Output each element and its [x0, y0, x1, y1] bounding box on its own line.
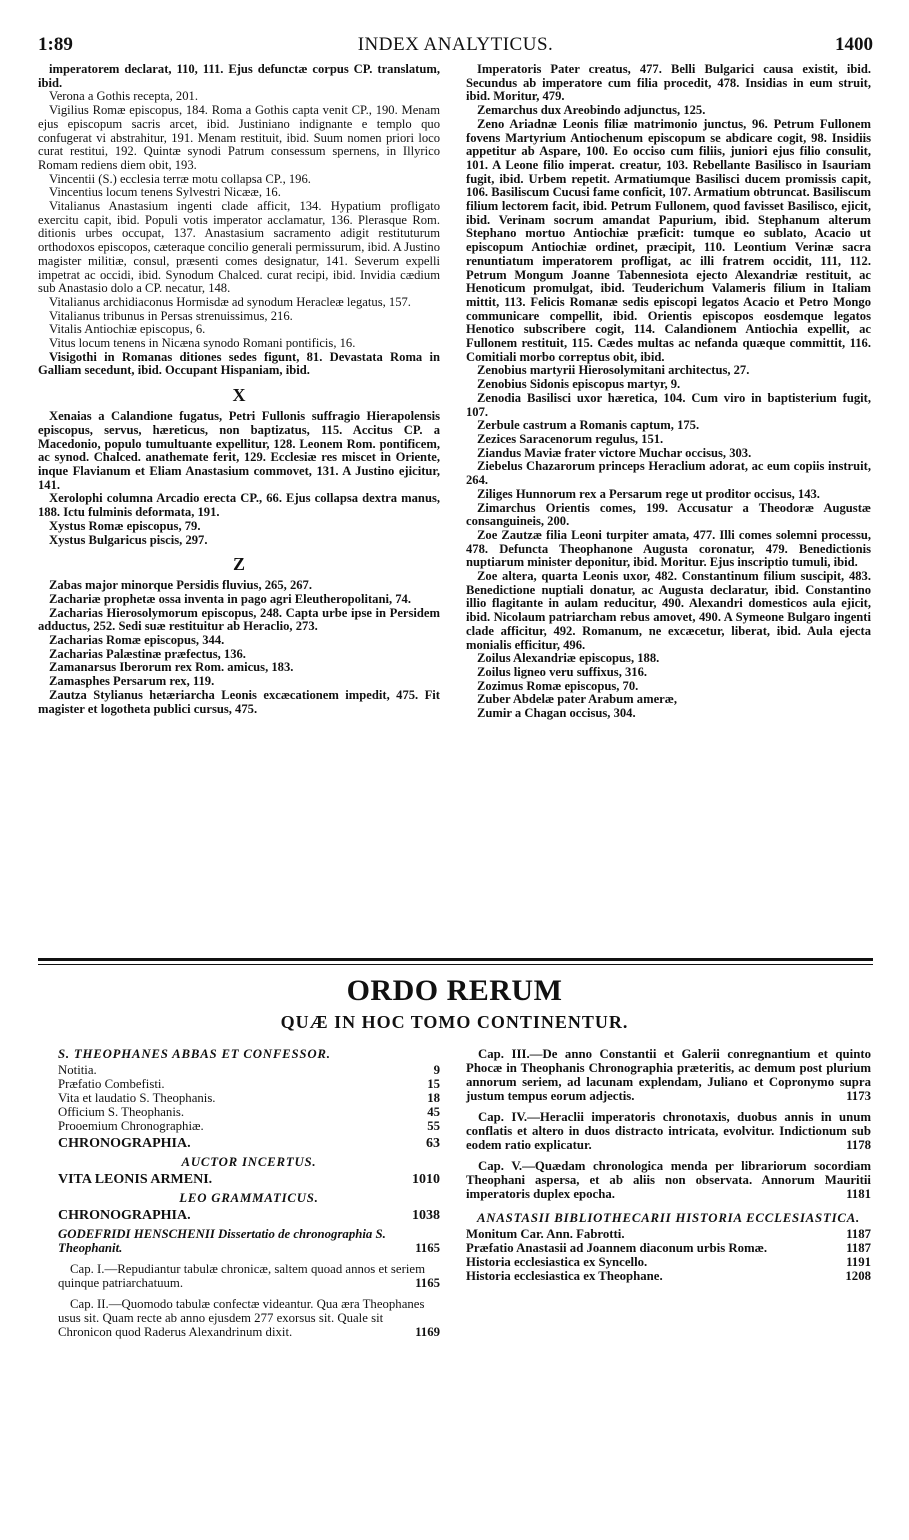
contents-page: 1038 [412, 1208, 440, 1223]
index-entry: Imperatoris Pater creatus, 477. Belli Bulgarici causa existit, ibid. Secundus ab imperatore cum filia procedit, 478. Insidias in eum struit, ibid. Moritur, 479. [466, 62, 871, 104]
index-entry: Zezices Saracenorum regulus, 151. [477, 431, 664, 446]
contents-row[interactable] [466, 1255, 871, 1269]
section-divider-thick [38, 958, 873, 961]
index-entry: Zamasphes Persarum rex, 119. [49, 674, 215, 689]
contents-row[interactable] [466, 1269, 871, 1283]
index-entry: Zenobius Sidonis episcopus martyr, 9. [477, 377, 681, 392]
contents-page: 1173 [846, 1089, 871, 1103]
contents-row-cap5[interactable] [466, 1159, 871, 1201]
index-entry: Ziebelus Chazarorum princeps Heraclium adorat, ac eum copiis instruit, 264. [466, 459, 871, 488]
contents-label: Vita et laudatio S. Theophanis. [58, 1091, 216, 1105]
index-left-column [38, 63, 440, 716]
index-entry: Zacharias Romæ episcopus, 344. [49, 633, 225, 648]
contents-page: 55 [427, 1119, 440, 1133]
contents-row[interactable] [58, 1077, 440, 1091]
index-z-entries [38, 579, 440, 716]
contents-label: Notitia. [58, 1063, 97, 1077]
contents-page: 1010 [412, 1172, 440, 1187]
index-entry: Zerbule castrum a Romanis captum, 175. [477, 418, 700, 433]
contents-label: CHRONOGRAPHIA. [58, 1136, 191, 1151]
contents-label: Historia ecclesiastica ex Syncello. [466, 1255, 648, 1269]
contents-label: Cap. V.—Quædam chronologica menda per librariorum socordiam Theophani aspersa, et ab aliis non observata. Annorum Mauritii imperatoris duplex epocha. [466, 1159, 871, 1201]
index-entry: Xenaias a Calandione fugatus, Petri Fullonis suffragio Hierapolensis episcopus, servus, hæreticus, non baptizatus, 115. Accitus CP. a Macedonio, populo tumultuante expellitur, 128. Leonem Rom. pontificem, ac synod. Chalced. anathemate ferit, 129. Ecclesiæ res miscet in Oriente, inque Flavianum et Eliam Anastasium commovet, 131. A Justino ejicitur, 141. [38, 409, 440, 492]
contents-row[interactable] [58, 1119, 440, 1133]
index-entry: Verona a Gothis recepta, 201. [49, 89, 198, 104]
contents-section-auctor: AUCTOR INCERTUS. [181, 1155, 317, 1169]
contents-row[interactable] [58, 1105, 440, 1119]
contents-label: Præfatio Combefisti. [58, 1077, 165, 1091]
contents-row[interactable] [58, 1063, 440, 1077]
index-entry: Zeno Ariadnæ Leonis filiæ matrimonio junctus, 96. Petrum Fullonem fovens Martyrium Antiochenum episcopum se abdicare cogit, 98. Insidiis appetitur ab Aspare, 100. Eo occiso cum filiis, juniori ejus filio consulit, 101. A Leone filio imperat. creatur, 103. Rebellante Basilisco in Isauriam fugit, ibid. Urbem repetit. Armatiumque Basilisci ducem promissis capit, 106. Basiliscum Cucusi fame conficit, 107. Armatium obtruncat. Basiliscum filium lectorem facit, ibid. Petrum Fullonem, quod favisset Basilisco, ejicit, ibid. Verinam socrum amandat Papurium, ibid. Stephanum alterum Stephano mortuo Antiochiæ præficit: tumque eo sublato, Acacio ut episcopum Antiochiæ ordinet, præcipit, 110. Leontium Verinæ sacra renuntiatum imperatorem profligat, ac illi fratrem occidit, 111, 112. Petrum Mongum Joanne Tabennesiota ejecto Alexandriæ restituit, ac Henoticum promulgat, ibid. Teuderichum Valameris filium in Italiam mittit, 113. Felicis Romanæ sedis episcopi legatos Acacio et Petro Mongo communicare compellit, ibid. Orientis episcopos eosdemque legatos Henotico subscribere cogit, 114. Calandionem Antiochia expellit, ac Fullonem restituit, 115. Cædes multas ac nefanda quæque committit, 116. Comitiali morbo correptus obit, ibid. [466, 116, 871, 364]
contents-row-henschenii[interactable] [58, 1227, 440, 1255]
contents-section-anastasii: ANASTASII BIBLIOTHECARII HISTORIA ECCLESIASTICA. [476, 1211, 861, 1225]
index-entry: Ziandus Maviæ frater victore Muchar occisus, 303. [477, 445, 752, 460]
contents-right-column [466, 1045, 871, 1283]
contents-anastasii-items [466, 1227, 871, 1283]
contents-label: Cap. I.—Repudiantur tabulæ chronicæ, saltem quoad annos et seriem quinque patriarchatuum. [58, 1262, 426, 1290]
contents-row-cap4[interactable] [466, 1110, 871, 1152]
contents-row-vita-leonis[interactable] [58, 1172, 440, 1188]
contents-row-cap3[interactable] [466, 1047, 871, 1103]
index-entry: Vigilius Romæ episcopus, 184. Roma a Gothis capta venit CP., 190. Menam ejus episcopum sacris arcet, ibid. Justiniano indignante e templo quo confugerat vi abstrahitur, 191. Menam restituit, ibid. Suum nomen priori loco curat restitui, 192. Quintæ synodi Patrum consessum spernens, in Illyrico Romam rediens diem obit, 193. [38, 103, 440, 172]
index-entry: Xerolophi columna Arcadio erecta CP., 66. Ejus collapsa dextra manus, 188. Ictu fulminis deformata, 191. [38, 491, 440, 520]
index-entry: Vitus locum tenens in Nicæna synodo Romani pontificis, 16. [49, 336, 356, 351]
contents-row-cap2[interactable] [58, 1297, 440, 1339]
index-z-entries-cont [466, 63, 871, 721]
contents-row[interactable] [466, 1241, 871, 1255]
running-title: INDEX ANALYTICUS. [357, 34, 554, 55]
index-entry: Zimarchus Orientis comes, 199. Accusatur a Theodoræ Augustæ consanguineis, 200. [466, 500, 871, 529]
contents-row[interactable] [58, 1091, 440, 1105]
contents-label: CHRONOGRAPHIA. [58, 1208, 191, 1223]
contents-section-leo: LEO GRAMMATICUS. [179, 1191, 319, 1205]
page-number-left: 1:89 [38, 34, 73, 55]
contents-label: Prooemium Chronographiæ. [58, 1119, 204, 1133]
ordo-title: ORDO RERUM [346, 974, 563, 1007]
contents-label: VITA LEONIS ARMENI. [58, 1172, 213, 1187]
index-entry: Zachariæ prophetæ ossa inventa in pago agri Eleutheropolitani, 74. [49, 591, 411, 606]
contents-page: 15 [427, 1077, 440, 1091]
contents-theophanes-items [58, 1063, 440, 1133]
index-entry: Vitalis Antiochiæ episcopus, 6. [49, 322, 206, 337]
index-entry: Zenodia Basilisci uxor hæretica, 104. Cum viro in baptisterium fugit, 107. [466, 390, 871, 419]
contents-page: 1169 [415, 1325, 440, 1339]
index-entry: Vitalianus archidiaconus Hormisdæ ad synodum Heracleæ legatus, 157. [49, 294, 411, 309]
index-entry: Zemarchus dux Areobindo adjunctus, 125. [477, 103, 706, 118]
section-divider-thin [38, 964, 873, 965]
contents-page: 1181 [846, 1187, 871, 1201]
contents-label: Cap. IV.—Heraclii imperatoris chronotaxis, duobus annis in unum conflatis et altero in duos distracto intricata, evolvitur. Indictionum sub eodem ratio explicatur. [466, 1110, 871, 1152]
contents-label: GODEFRIDI HENSCHENII Dissertatio de chronographia S. Theophanit. [58, 1227, 386, 1255]
contents-page: 63 [426, 1136, 440, 1151]
index-entry: Ziliges Hunnorum rex a Persarum rege ut proditor occisus, 143. [477, 486, 820, 501]
index-entry: Zoilus Alexandriæ episcopus, 188. [477, 651, 660, 666]
contents-row-cap1[interactable] [58, 1262, 440, 1290]
contents-label: Præfatio Anastasii ad Joannem diaconum urbis Romæ. [466, 1241, 768, 1255]
contents-page: 1178 [846, 1138, 871, 1152]
index-letter-z: Z [232, 554, 245, 575]
ordo-subtitle: QUÆ IN HOC TOMO CONTINENTUR. [280, 1012, 629, 1032]
index-v-entries [38, 63, 440, 378]
contents-section-theophanes: S. THEOPHANES ABBAS ET CONFESSOR. [58, 1047, 331, 1061]
index-entry: Zabas major minorque Persidis fluvius, 265, 267. [49, 578, 312, 593]
contents-page: 1165 [415, 1276, 440, 1290]
index-entry: Zoe altera, quarta Leonis uxor, 482. Constantinum filium suscipit, 483. Benedictione nuptiali donatur, ac Augusta declaratur, ibid. Constantino illio flagitante in aulam reducitur, 490. Alexandri domesticos aula ejicit, ibid. Nicolaum patriarcham rebus amovet, 490. A Symeone Bulgaro ingenti clade afficitur, 492. Romanum, ne excæcetur, liberat, ibid. Aula ejecta monialis efficitur, 496. [466, 569, 871, 652]
contents-page: 1165 [415, 1241, 440, 1255]
index-x-entries [38, 410, 440, 547]
index-entry: Xystus Bulgaricus piscis, 297. [49, 532, 208, 547]
index-entry: Zoe Zautzæ filia Leoni turpiter amata, 477. Illi comes solemni processu, 478. Defuncta Theophanone Augusta coronatur, 479. Benedictionis nuptiarum minister deponitur, ibid. Moritur. Ejus inscriptio tumuli, ibid. [466, 527, 871, 570]
index-entry: imperatorem declarat, 110, 111. Ejus defunctæ corpus CP. translatum, ibid. [38, 62, 440, 90]
index-entry: Zautza Stylianus hetæriarcha Leonis excæcationem impedit, 475. Fit magister et logotheta publici cursus, 475. [38, 687, 440, 716]
index-entry: Zozimus Romæ episcopus, 70. [477, 678, 639, 693]
index-entry: Zoilus ligneo veru suffixus, 316. [477, 664, 648, 679]
contents-row-chronographia[interactable] [58, 1136, 440, 1152]
index-entry: Zacharias Palæstinæ præfectus, 136. [49, 646, 246, 661]
contents-label: Monitum Car. Ann. Fabrotti. [466, 1227, 625, 1241]
contents-page: 45 [427, 1105, 440, 1119]
contents-page: 9 [433, 1063, 440, 1077]
contents-row-chronographia-leo[interactable] [58, 1208, 440, 1224]
index-entry: Vincentius locum tenens Sylvestri Nicææ, 16. [49, 185, 281, 200]
contents-page: 18 [427, 1091, 440, 1105]
contents-row[interactable] [466, 1227, 871, 1241]
index-entry: Zacharias Hierosolymorum episcopus, 248. Capta urbe ipse in Persidem adductus, 252. Sedi suæ restituitur ab Heraclio, 273. [38, 605, 440, 634]
index-entry: Zenobius martyrii Hierosolymitani architectus, 27. [477, 363, 750, 378]
index-right-column [466, 63, 871, 721]
index-entry: Visigothi in Romanas ditiones sedes figunt, 81. Devastata Roma in Galliam secedunt, ibid. Occupant Hispaniam, ibid. [38, 349, 440, 378]
index-entry: Zuber Abdelæ pater Arabum ameræ, [477, 692, 677, 707]
index-entry: Zumir a Chagan occisus, 304. [477, 706, 636, 721]
running-header [38, 34, 873, 60]
index-letter-x: X [232, 385, 246, 406]
contents-left-column [58, 1045, 440, 1346]
contents-page: 1187 [846, 1227, 871, 1241]
contents-label: Cap. III.—De anno Constantii et Galerii conregnantium et quinto Phocæ in Theophanis Chronographia præteritis, ac demum post plurium annorum seriem, ad lacunam explendam, Juliano et Copronymo supra justum tempus eorum adjectis. [466, 1047, 871, 1103]
index-entry: Vitalianus Anastasium ingenti clade afficit, 134. Hypatium profligato exercitu capit, ibid. Populi votis imperator acclamatur, 136. Plerasque Rom. ditionis urbes occupat, 137. Anastasium sacramento adigit restituturum orthodoxos episcopos, cæteraque concilio generali permissurum, ibid. A Justino magister militiæ, consul, præsenti comes designatur, 141. Severum expelli impetrat ac occidi, ibid. Synodum Chalced. curat recipi, ibid. Invidia cædium sub Anastasio dolo a CP. necatur, 148. [38, 199, 440, 296]
index-entry: Vincentii (S.) ecclesia terræ motu collapsa CP., 196. [49, 171, 311, 186]
contents-page: 1187 [846, 1241, 871, 1255]
contents-page: 1208 [845, 1269, 871, 1283]
index-entry: Xystus Romæ episcopus, 79. [49, 518, 201, 533]
index-entry: Vitalianus tribunus in Persas strenuissimus, 216. [49, 308, 293, 323]
contents-label: Historia ecclesiastica ex Theophane. [466, 1269, 663, 1283]
contents-page: 1191 [846, 1255, 871, 1269]
contents-label: Cap. II.—Quomodo tabulæ confectæ videantur. Qua æra Theophanes usus sit. Quam recte ab anno ejusdem 277 exorsus sit. Quale sit Chronicon quod Raderus Alexandrinum dixit. [58, 1297, 425, 1339]
page-number-right: 1400 [835, 34, 873, 55]
contents-label: Officium S. Theophanis. [58, 1105, 185, 1119]
index-entry: Zamanarsus Iberorum rex Rom. amicus, 183. [49, 660, 294, 675]
